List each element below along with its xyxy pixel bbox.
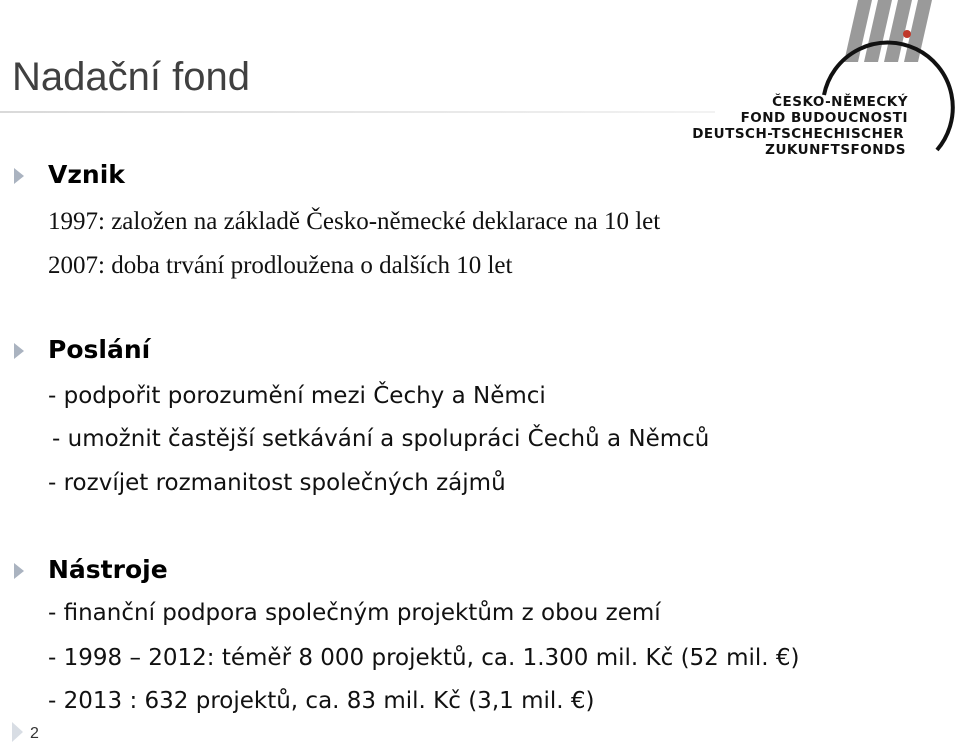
list-item: - podpořit porozumění mezi Čechy a Němci [48,383,546,409]
logo-text-line1: ČESKO-NĚMECKÝ [772,94,908,110]
section-heading: Nástroje [48,555,168,584]
bullet-arrow-icon [14,343,24,359]
logo-text-line2: FOND BUDOUCNOSTI [740,110,908,126]
section-heading: Poslání [48,335,151,364]
page-marker-icon [12,722,23,742]
bullet-arrow-icon [14,168,24,184]
list-item: - rozvíjet rozmanitost společných zájmů [48,470,506,496]
list-item: - 1998 – 2012: téměř 8 000 projektů, ca. 1.300 mil. Kč (52 mil. €) [48,645,800,671]
list-item: 1997: založen na základě Česko-německé deklarace na 10 let [48,208,661,235]
list-item: - umožnit častější setkávání a spolupráci Čechů a Němců [52,426,710,452]
slide-title: Nadační fond [12,55,250,99]
bullet-arrow-icon [14,563,24,579]
page-number: 2 [30,725,39,742]
section-heading: Vznik [48,160,125,189]
title-divider [0,111,715,113]
list-item: 2007: doba trvání prodloužena o dalších 10 let [48,252,513,279]
list-item: - finanční podpora společným projektům z obou zemí [48,600,661,626]
list-item: - 2013 : 632 projektů, ca. 83 mil. Kč (3,1 mil. €) [48,688,595,714]
logo-text-line3: DEUTSCH-TSCHECHISCHER [692,126,904,142]
logo-text-line4: ZUKUNFTSFONDS [765,142,906,158]
fund-logo [692,0,960,165]
